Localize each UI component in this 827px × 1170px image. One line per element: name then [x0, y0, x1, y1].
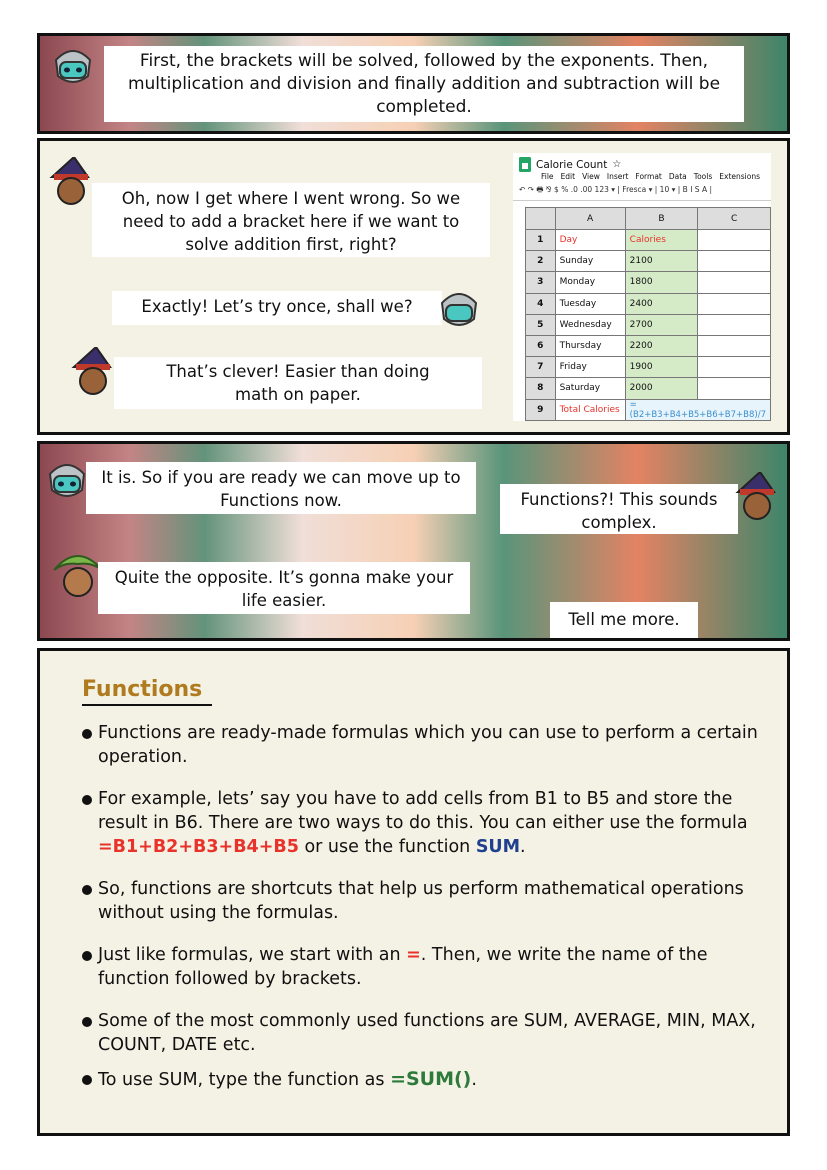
row-number[interactable]: 7: [526, 357, 556, 378]
row-number[interactable]: 1: [526, 230, 556, 251]
list-item: [80, 877, 770, 925]
speech-bubble-boy-1: Oh, now I get where I went wrong. So we need to add a bracket here if we want to solve addition first, right?: [92, 183, 490, 257]
spreadsheet-toolbar[interactable]: ↶ ↷ 🖶 ⅋ $ % .0 .00 123 ▾ | Fresca ▾ | 10 ▾ | B I S A |: [513, 181, 771, 201]
speech-bubble-girl: Quite the opposite. It’s gonna make your life easier.: [98, 562, 470, 614]
table-row: [526, 399, 771, 420]
robot-character-icon: [44, 456, 90, 506]
cell-b3[interactable]: 1800: [625, 272, 698, 293]
list-item: [80, 721, 770, 769]
function-name: SUM: [475, 837, 521, 857]
cell-b5[interactable]: 2700: [625, 314, 698, 335]
row-number[interactable]: 8: [526, 378, 556, 399]
speech-bubble-robot: First, the brackets will be solved, followed by the exponents. Then, multiplication and division and finally addition and subtraction will be completed.: [104, 46, 744, 122]
list-item: [80, 787, 770, 859]
menu-view[interactable]: View: [582, 172, 600, 181]
menu-format[interactable]: Format: [635, 172, 662, 181]
table-row: [526, 335, 771, 356]
table-row: [526, 251, 771, 272]
spreadsheet-title: Calorie Count: [536, 158, 608, 171]
table-row: [526, 293, 771, 314]
robot-character-icon: [436, 285, 482, 335]
comic-panel-2: [37, 138, 790, 435]
menu-file[interactable]: File: [541, 172, 554, 181]
cell-a8[interactable]: Saturday: [555, 378, 625, 399]
cell-c2[interactable]: [698, 251, 771, 272]
cell-c7[interactable]: [698, 357, 771, 378]
formula-example: =B1+B2+B3+B4+B5: [98, 837, 299, 857]
bullet-text: So, functions are shortcuts that help us perform mathematical operations without using the formulas.: [98, 879, 744, 923]
bullet-list: [80, 721, 770, 1092]
comic-panel-1: [37, 33, 790, 134]
table-row: [526, 357, 771, 378]
spreadsheet-title-bar: [513, 153, 771, 172]
cell-b7[interactable]: 1900: [625, 357, 698, 378]
cell-a5[interactable]: Wednesday: [555, 314, 625, 335]
wizard-boy-icon: [48, 157, 94, 207]
bullet-text: Some of the most commonly used functions are SUM, AVERAGE, MIN, MAX, COUNT, DATE etc.: [98, 1011, 756, 1055]
cell-c8[interactable]: [698, 378, 771, 399]
bullet-text: Functions are ready-made formulas which you can use to perform a certain operation.: [98, 723, 758, 767]
corner-cell[interactable]: [526, 208, 556, 230]
speech-bubble-boy-2: That’s clever! Easier than doing math on paper.: [114, 357, 482, 409]
row-number[interactable]: 3: [526, 272, 556, 293]
table-row: [526, 314, 771, 335]
wizard-boy-icon: [734, 472, 780, 522]
sheets-logo-icon: [519, 157, 531, 172]
table-row: [526, 230, 771, 251]
row-number[interactable]: 5: [526, 314, 556, 335]
menu-edit[interactable]: Edit: [560, 172, 576, 181]
cell-a7[interactable]: Friday: [555, 357, 625, 378]
comic-panel-4: [37, 648, 790, 1136]
cell-c3[interactable]: [698, 272, 771, 293]
bullet-text: . Then, we write the name of the function followed by brackets.: [98, 945, 708, 989]
speech-bubble-robot-2: Exactly! Let’s try once, shall we?: [112, 291, 442, 325]
menu-extensions[interactable]: Extensions: [719, 172, 760, 181]
column-header-c[interactable]: C: [698, 208, 771, 230]
list-item: [80, 1067, 770, 1092]
table-row: [526, 378, 771, 399]
row-number[interactable]: 2: [526, 251, 556, 272]
row-number[interactable]: 6: [526, 335, 556, 356]
cell-b4[interactable]: 2400: [625, 293, 698, 314]
speech-bubble-boy-3: Functions?! This sounds complex.: [500, 484, 738, 534]
cell-b8[interactable]: 2000: [625, 378, 698, 399]
cell-a6[interactable]: Thursday: [555, 335, 625, 356]
menu-tools[interactable]: Tools: [693, 172, 713, 181]
equals-sign: =: [406, 945, 421, 965]
row-number[interactable]: 9: [526, 399, 556, 420]
bullet-text: To use SUM, type the function as: [98, 1070, 391, 1090]
leaf-girl-icon: [52, 548, 104, 604]
spreadsheet-screenshot: [513, 153, 771, 421]
table-row: [526, 272, 771, 293]
list-item: [80, 1009, 770, 1057]
spreadsheet-grid: [525, 207, 771, 421]
cell-a3[interactable]: Monday: [555, 272, 625, 293]
robot-character-icon: [50, 42, 96, 92]
cell-c5[interactable]: [698, 314, 771, 335]
comic-panel-3: [37, 441, 790, 641]
sum-code: =SUM(): [390, 1068, 472, 1090]
cell-b9-formula[interactable]: =(B2+B3+B4+B5+B6+B7+B8)/7: [625, 399, 770, 420]
menu-insert[interactable]: Insert: [606, 172, 629, 181]
bullet-text: For example, lets’ say you have to add cells from B1 to B5 and store the result in B6. There are two ways to do this. You can either use the formula: [98, 789, 748, 833]
bullet-text: Just like formulas, we start with an: [98, 945, 407, 965]
menu-data[interactable]: Data: [668, 172, 687, 181]
cell-b6[interactable]: 2200: [625, 335, 698, 356]
row-number[interactable]: 4: [526, 293, 556, 314]
cell-c1[interactable]: [698, 230, 771, 251]
speech-bubble-boy-4: Tell me more.: [550, 602, 698, 638]
list-item: [80, 943, 770, 991]
section-heading: Functions: [82, 677, 212, 706]
column-header-a[interactable]: A: [555, 208, 625, 230]
cell-c4[interactable]: [698, 293, 771, 314]
cell-b2[interactable]: 2100: [625, 251, 698, 272]
speech-bubble-robot-3: It is. So if you are ready we can move up to Functions now.: [86, 462, 476, 514]
cell-a2[interactable]: Sunday: [555, 251, 625, 272]
cell-a1[interactable]: Day: [555, 230, 625, 251]
cell-a9[interactable]: Total Calories: [555, 399, 625, 420]
bullet-text: .: [471, 1070, 477, 1090]
cell-b1[interactable]: Calories: [625, 230, 698, 251]
star-icon[interactable]: ☆: [612, 159, 622, 170]
wizard-boy-icon: [70, 347, 116, 397]
column-header-b[interactable]: B: [625, 208, 698, 230]
bullet-text: or use the function: [298, 837, 476, 857]
bullet-text: .: [520, 837, 526, 857]
cell-a4[interactable]: Tuesday: [555, 293, 625, 314]
cell-c6[interactable]: [698, 335, 771, 356]
spreadsheet-menu: [513, 172, 771, 181]
